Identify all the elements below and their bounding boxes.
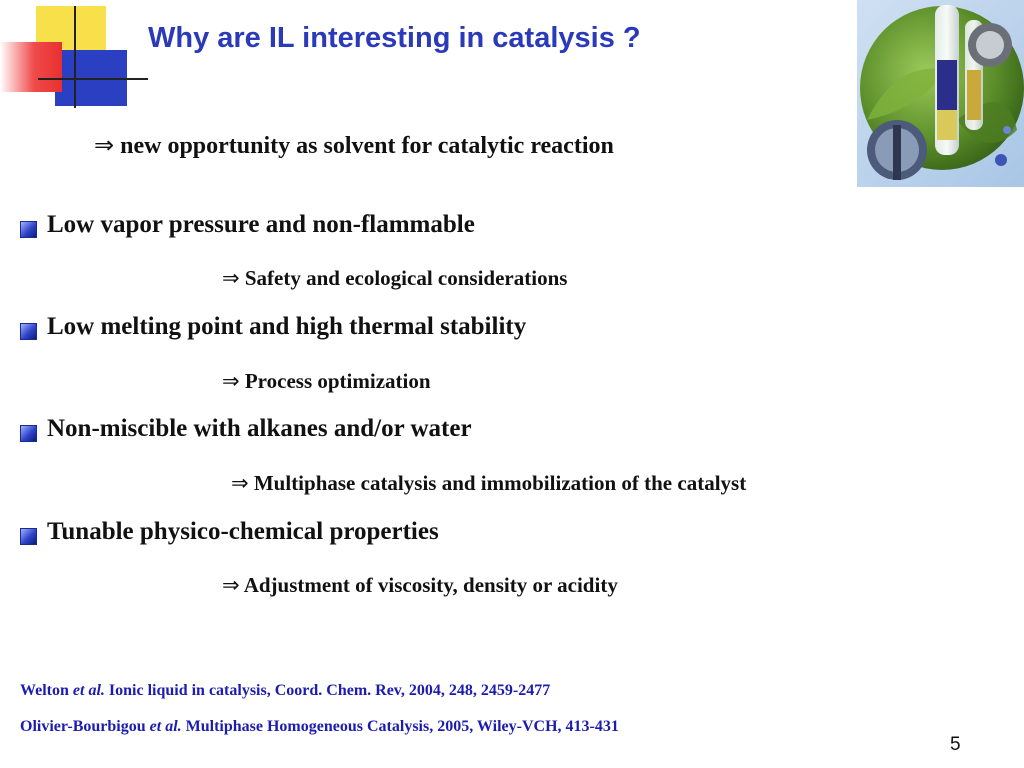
reference-welton <box>20 682 550 700</box>
bullet-sub-item <box>222 369 431 394</box>
reference-author: Olivier-Bourbigou <box>20 718 146 735</box>
slide-title: Why are IL interesting in catalysis ? <box>148 22 641 54</box>
bullet-text: Low melting point and high thermal stability <box>47 313 527 340</box>
implies-arrow-icon: ⇒ <box>222 266 240 290</box>
reference-citation: Ionic liquid in catalysis, Coord. Chem. Rev, 2004, 248, 2459-2477 <box>108 682 551 699</box>
square-bullet-icon <box>20 323 37 340</box>
bullet-sub-item <box>222 573 618 598</box>
implies-arrow-icon: ⇒ <box>222 369 240 393</box>
bullet-text: Low vapor pressure and non-flammable <box>47 211 475 238</box>
bullet-text: Non-miscible with alkanes and/or water <box>47 415 472 442</box>
photo-collage-image <box>857 0 1024 187</box>
intro-line <box>94 131 614 160</box>
reference-etal: et al. <box>72 682 105 699</box>
logo-red-square <box>0 42 62 92</box>
bullet-text: Tunable physico-chemical properties <box>47 518 439 545</box>
implies-arrow-icon: ⇒ <box>222 573 240 597</box>
page-number: 5 <box>950 734 961 755</box>
implies-arrow-icon: ⇒ <box>94 131 115 159</box>
chemistry-photo-collage <box>857 0 1024 187</box>
logo-vertical-line <box>74 6 76 108</box>
reference-author: Welton <box>20 682 69 699</box>
reference-etal: et al. <box>149 718 182 735</box>
intro-text: new opportunity as solvent for catalytic reaction <box>120 133 614 159</box>
square-bullet-icon <box>20 528 37 545</box>
bullet-sub-text: Process optimization <box>244 369 431 393</box>
reference-citation: Multiphase Homogeneous Catalysis, 2005, Wiley-VCH, 413-431 <box>185 718 619 735</box>
logo-horizontal-line <box>38 78 148 80</box>
square-bullet-icon <box>20 425 37 442</box>
square-bullet-icon <box>20 221 37 238</box>
bullet-sub-item <box>222 266 567 291</box>
bullet-sub-text: Safety and ecological considerations <box>244 266 568 290</box>
bullet-sub-text: Multiphase catalysis and immobilization of the catalyst <box>253 471 747 495</box>
reference-olivier-bourbigou <box>20 718 619 736</box>
bullet-sub-item <box>231 471 746 496</box>
bullet-sub-text: Adjustment of viscosity, density or acidity <box>243 573 618 597</box>
implies-arrow-icon: ⇒ <box>231 471 249 495</box>
